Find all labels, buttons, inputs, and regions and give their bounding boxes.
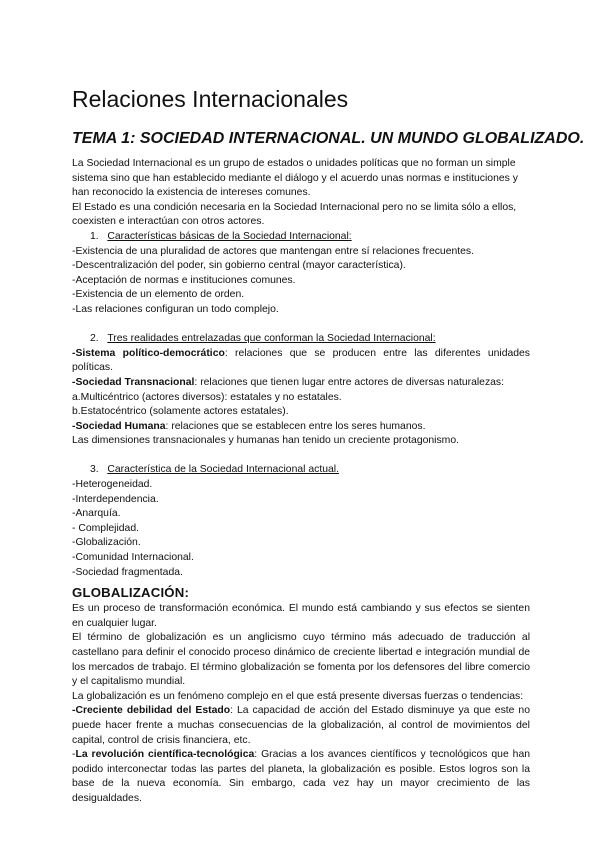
section-2-item-transnacional: [72, 376, 530, 391]
section-1-heading: [72, 230, 530, 245]
section-1-item: -Aceptación de normas e instituciones comunes.: [72, 274, 296, 286]
section-3-heading: [72, 463, 530, 478]
section-2-item-humana: [72, 420, 530, 435]
section-1-number: 1.: [90, 230, 99, 242]
section-2-subitem-b: b.Estatocéntrico (solamente actores estatales).: [72, 406, 289, 418]
section-2-title: Tres realidades entrelazadas que conforman la Sociedad Internacional:: [107, 333, 436, 345]
dash: -: [72, 749, 76, 761]
definition: : relaciones que tienen lugar entre actores de diversas naturalezas:: [194, 376, 505, 388]
section-3-item: -Sociedad fragmentada.: [72, 566, 183, 578]
section-1-item: -Existencia de una pluralidad de actores que mantengan entre sí relaciones frecuentes.: [72, 245, 475, 257]
section-2-subitem-a: a.Multicéntrico (actores diversos): estatales y no estatales.: [72, 391, 342, 403]
definition: : Gracias a los avances científicos y tecnológicos que han podido interconectar todas las partes del planeta, la globalización es posible. Estos logros son la base de la nueva economía. Sin embargo, cada vez hay un mayor crecimiento de las desigualdades.: [72, 749, 530, 804]
spacer: [72, 449, 530, 464]
intro-paragraph-2: El Estado es una condición necesaria en la Sociedad Internacional pero no se limita sólo a ellos, coexisten e interactúan con otros actores.: [72, 201, 517, 228]
section-3-item: -Globalización.: [72, 537, 141, 549]
document-title: Relaciones Internacionales: [72, 86, 349, 112]
globalizacion-paragraph-3: La globalización es un fenómeno complejo en el que está presente diversas fuerzas o tendencias:: [72, 690, 524, 702]
globalizacion-paragraph-2: El término de globalización es un anglicismo cuyo término más adecuado de traducción al castellano para definir el conocido proceso dinámico de creciente libertad e integración mundial de los mercados de trabajo. El término globalización se fomenta por los defensores del libre comercio y el capitalismo mundial.: [72, 632, 530, 688]
section-2-item-politico: [72, 347, 530, 376]
section-1-item: -Descentralización del poder, sin gobierno central (mayor característica).: [72, 260, 406, 272]
section-3-item: -Heterogeneidad.: [72, 479, 153, 491]
term: -Sistema político-democrático: [72, 347, 225, 359]
document-body: [72, 157, 530, 807]
term: -Sociedad Transnacional: [72, 376, 195, 388]
section-2-number: 2.: [90, 333, 99, 345]
definition: : relaciones que se producen entre las diferentes unidades políticas.: [72, 347, 531, 374]
globalizacion-paragraph-1: Es un proceso de transformación económica. El mundo está cambiando y sus efectos se sienten en cualquier lugar.: [72, 603, 530, 629]
section-3-number: 3.: [90, 464, 99, 476]
section-2-heading: [72, 332, 530, 347]
section-3-title: Característica de la Sociedad Internacional actual.: [107, 464, 339, 476]
globalizacion-trend-estado: [72, 704, 530, 748]
section-3-item: -Anarquía.: [72, 508, 121, 520]
intro-paragraph-1: La Sociedad Internacional es un grupo de estados o unidades políticas que no forman un simple sistema sino que han establecido mediante el diálogo y el acuerdo unas normas e instituciones y han reconocido la existencia de intereses comunes.: [72, 158, 518, 199]
term: -Sociedad Humana: [72, 420, 166, 432]
section-1-title: Características básicas de la Sociedad Internacional:: [107, 230, 352, 242]
globalizacion-trend-tecnologia: [72, 748, 530, 806]
term: -Creciente debilidad del Estado: [72, 705, 231, 717]
section-3-item: -Interdependencia.: [72, 493, 159, 505]
section-3-item: -Comunidad Internacional.: [72, 552, 194, 564]
section-2-closing: Las dimensiones transnacionales y humanas han tenido un creciente protagonismo.: [72, 435, 460, 447]
spacer: [72, 318, 530, 333]
section-3-item: - Complejidad.: [72, 522, 139, 534]
globalizacion-heading: GLOBALIZACIÓN:: [72, 585, 190, 601]
section-1-item: -Existencia de un elemento de orden.: [72, 289, 245, 301]
definition: : relaciones que se establecen entre los seres humanos.: [165, 420, 426, 432]
term: La revolución científica-tecnológica: [75, 749, 255, 761]
topic-heading: TEMA 1: SOCIEDAD INTERNACIONAL. UN MUNDO GLOBALIZADO.: [72, 130, 585, 147]
definition: : La capacidad de acción del Estado disminuye ya que este no puede hacer frente a muchas consecuencias de la globalización, al control de movimientos del capital, control de crisis financiera, etc.: [72, 705, 530, 746]
section-1-item: -Las relaciones configuran un todo complejo.: [72, 303, 279, 315]
